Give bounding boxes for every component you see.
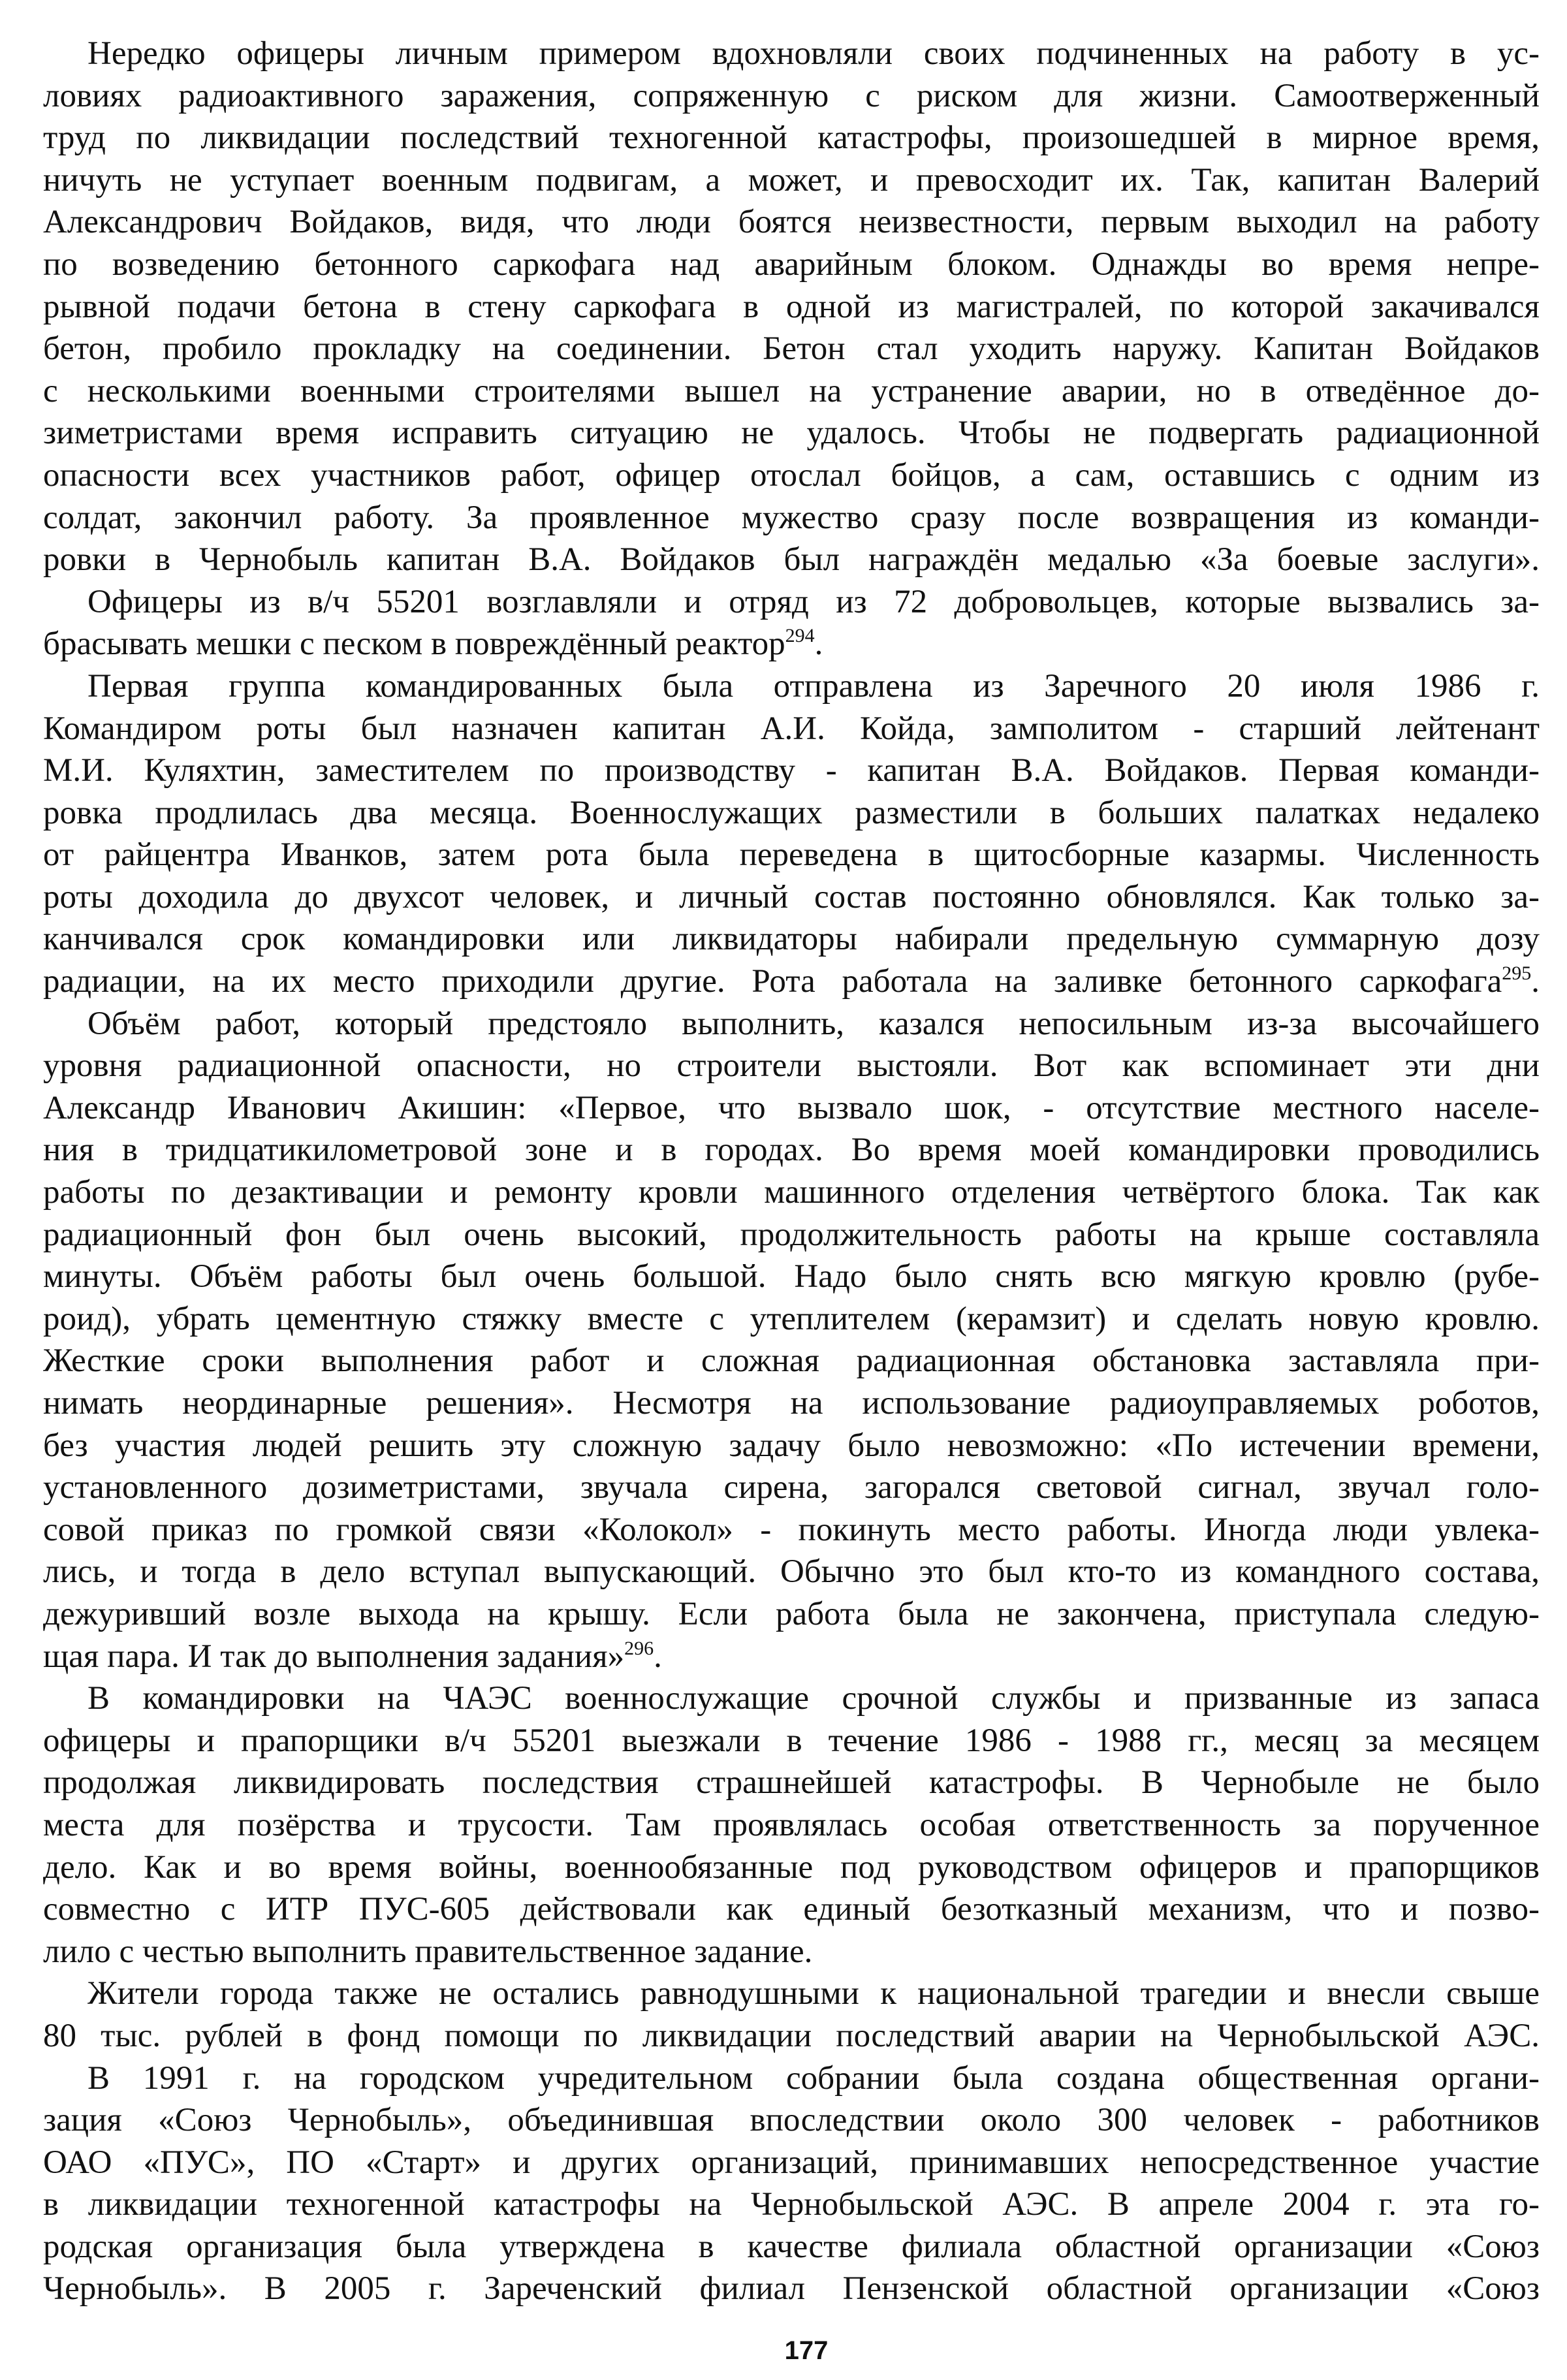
text-line: бетон, пробило прокладку на соединении. Бетон стал уходить наружу. Капитан Войдаков [43,330,1540,368]
paragraph [43,1973,1540,2057]
text-line: 80 тыс. рублей в фонд помощи по ликвидации последствий аварии на Чернобыльской АЭС. [43,2017,1540,2054]
text-line: ОАО «ПУС», ПО «Старт» и других организаций, принимавших непосредственное участие [43,2144,1540,2181]
text-line: солдат, закончил работу. За проявленное мужество сразу после возвращения из команди- [43,499,1540,536]
text-line: ловиях радиоактивного заражения, сопряженную с риском для жизни. Самоотверженный [43,77,1540,114]
text-line: минуты. Объём работы был очень большой. Надо было снять всю мягкую кровлю (рубе- [43,1258,1540,1295]
text-line [43,623,1540,665]
text-line: офицеры и прапорщики в/ч 55201 выезжали в течение 1986 - 1988 гг., месяц за месяцем [43,1722,1540,1759]
text-line: В командировки на ЧАЭС военнослужащие срочной службы и призванные из запаса [87,1680,1540,1717]
text-line: В 1991 г. на городском учредительном собрании была создана общественная органи- [87,2059,1540,2097]
line-tail: . [654,1638,662,1675]
text-line [43,1636,1540,1678]
text-line [43,960,1540,1003]
footnote-marker[interactable]: 295 [1502,962,1532,985]
text-line: Жители города также не остались равнодушными к национальной трагедии и внесли свыше [87,1975,1540,2012]
line-tail: . [814,626,823,663]
text-line: ния в тридцатикилометровой зоне и в городах. Во время моей командировки проводились [43,1132,1540,1169]
text-line: Чернобыль». В 2005 г. Зареченский филиал Пензенской областной организации «Союз [43,2270,1540,2308]
text-line: от райцентра Иванков, затем рота была переведена в щитосборные казармы. Численность [43,836,1540,874]
text-line: работы по дезактивации и ремонту кровли машинного отделения четвёртого блока. Так как [43,1174,1540,1211]
text-line: опасности всех участников работ, офицер отослал бойцов, а сам, оставшись с одним из [43,456,1540,494]
text-line: родская организация была утверждена в качестве филиала областной организации «Союз [43,2228,1540,2265]
text-line: установленного дозиметристами, звучала сирена, загорался световой сигнал, звучал голо- [43,1469,1540,1506]
text-line: дежуривший возле выхода на крышу. Если работа была не закончена, приступала следую- [43,1595,1540,1632]
text-line: Объём работ, который предстояло выполнить, казался непосильным из-за высочайшего [87,1005,1540,1042]
text-line: ровка продлилась два месяца. Военнослужащих разместили в больших палатках недалеко [43,794,1540,831]
line-text: брасывать мешки с песком в повреждённый реактор [43,626,785,663]
text-line: совой приказ по громкой связи «Колокол» - покинуть место работы. Иногда люди увлека- [43,1511,1540,1548]
text-line: Александрович Войдаков, видя, что люди боятся неизвестности, первым выходил на работу [43,204,1540,241]
text-line: Командиром роты был назначен капитан А.И. Койда, замполитом - старший лейтенант [43,710,1540,747]
page-number: 177 [784,2336,829,2365]
line-text: щая пара. И так до выполнения задания» [43,1638,625,1675]
text-line: совместно с ИТР ПУС-605 действовали как единый безотказный механизм, что и позво- [43,1891,1540,1928]
text-line: рывной подачи бетона в стену саркофага в одной из магистралей, по которой закачивался [43,288,1540,325]
line-text: радиации, на их место приходили другие. Рота работала на заливке бетонного саркофага [43,963,1502,1000]
text-line: труд по ликвидации последствий техногенной катастрофы, произошедшей в мирное время, [43,119,1540,157]
paragraph [43,581,1540,665]
paragraph [43,1003,1540,1678]
text-line: нимать неординарные решения». Несмотря на использование радиоуправляемых роботов, [43,1385,1540,1421]
text-line: без участия людей решить эту сложную задачу было невозможно: «По истечении времени, [43,1427,1540,1464]
text-line: лило с честью выполнить правительственное задание. [43,1933,813,1970]
text-line: лись, и тогда в дело вступал выпускающий. Обычно это был кто-то из командного состава, [43,1553,1540,1591]
text-line: Первая группа командированных была отправлена из Заречного 20 июля 1986 г. [87,667,1540,705]
text-line: места для позёрства и трусости. Там проявлялась особая ответственность за порученное [43,1806,1540,1843]
footnote-marker[interactable]: 296 [624,1637,654,1659]
text-line: дело. Как и во время войны, военнообязанные под руководством офицеров и прапорщиков [43,1848,1540,1886]
line-tail: . [1531,963,1540,1000]
text-line: М.И. Куляхтин, заместителем по производству - капитан В.А. Войдаков. Первая команди- [43,752,1540,789]
text-line: ничуть не уступает военным подвигам, а может, и превосходит их. Так, капитан Валерий [43,161,1540,198]
footnote-marker[interactable]: 294 [785,625,815,647]
text-line: роты доходила до двухсот человек, и личный состав постоянно обновлялся. Как только за- [43,878,1540,915]
text-line: продолжая ликвидировать последствия страшнейшей катастрофы. В Чернобыле не было [43,1764,1540,1801]
text-line: роид), убрать цементную стяжку вместе с утеплителем (керамзит) и сделать новую кровлю. [43,1300,1540,1337]
text-line: в ликвидации техногенной катастрофы на Чернобыльской АЭС. В апреле 2004 г. эта го- [43,2186,1540,2223]
text-line: зиметристами время исправить ситуацию не удалось. Чтобы не подвергать радиационной [43,415,1540,452]
text-line: Жесткие сроки выполнения работ и сложная радиационная обстановка заставляла при- [43,1342,1540,1380]
text-line: канчивался срок командировки или ликвидаторы набирали предельную суммарную дозу [43,921,1540,958]
text-line: по возведению бетонного саркофага над аварийным блоком. Однажды во время непре- [43,246,1540,283]
text-line: Нередко офицеры личным примером вдохновляли своих подчиненных на работу в ус- [87,35,1540,72]
paragraph [43,2057,1540,2311]
text-line: радиационный фон был очень высокий, продолжительность работы на крыше составляла [43,1216,1540,1253]
text-line: зация «Союз Чернобыль», объединившая впоследствии около 300 человек - работников [43,2102,1540,2139]
paragraph [43,665,1540,1003]
paragraph [43,1677,1540,1973]
paragraph [43,33,1540,581]
text-line: Офицеры из в/ч 55201 возглавляли и отряд из 72 добровольцев, которые вызвались за- [87,583,1540,620]
text-line: уровня радиационной опасности, но строители выстояли. Вот как вспоминает эти дни [43,1047,1540,1085]
text-line: с несколькими военными строителями вышел на устранение аварии, но в отведённое до- [43,372,1540,409]
body-text [43,33,1540,2310]
text-line: Александр Иванович Акишин: «Первое, что вызвало шок, - отсутствие местного населе- [43,1089,1540,1126]
text-line: ровки в Чернобыль капитан В.А. Войдаков был награждён медалью «За боевые заслуги». [43,541,1540,579]
